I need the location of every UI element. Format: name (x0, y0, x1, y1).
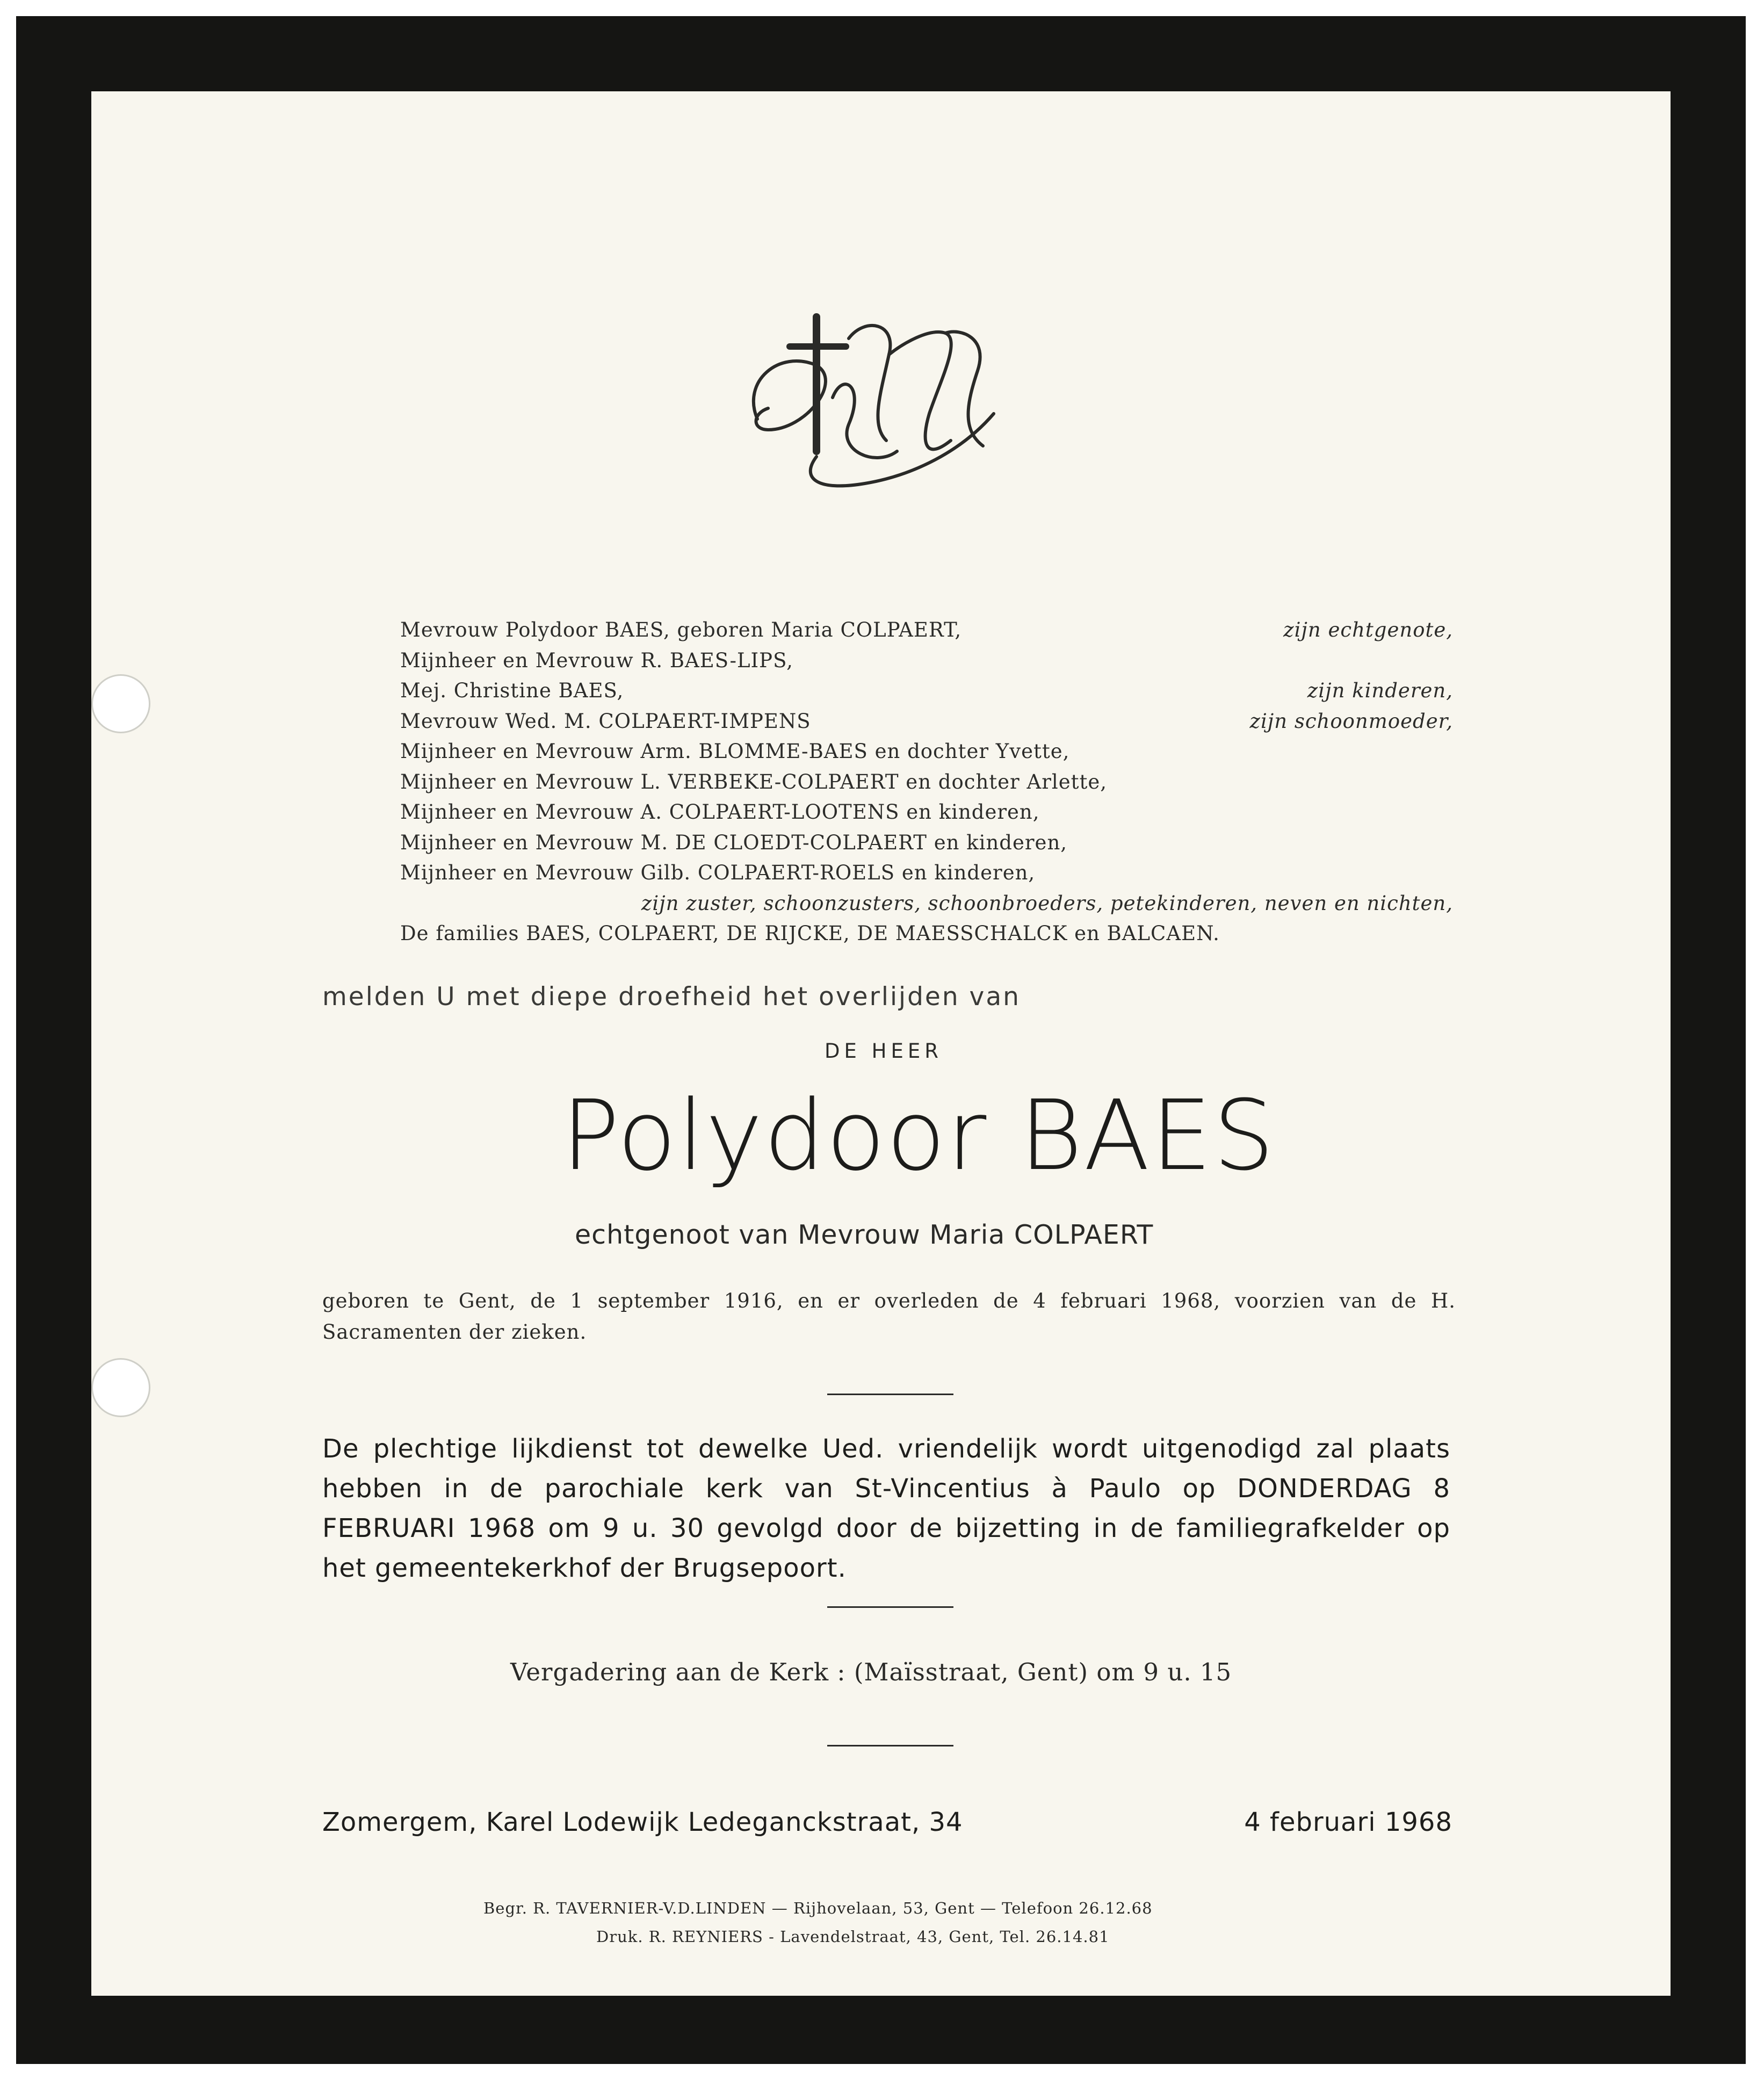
mourner-name: Mevrouw Wed. M. COLPAERT-IMPENS (400, 709, 811, 733)
mourner-name: Mijnheer en Mevrouw L. VERBEKE-COLPAERT en dochter Arlette, (400, 770, 1108, 793)
mourner-line (400, 767, 1453, 798)
mourner-name: De families BAES, COLPAERT, DE RIJCKE, DE MAESSCHALCK en BALCAEN. (400, 922, 1220, 945)
deceased-name: Polydoor BAES (561, 1080, 1276, 1192)
funeral-service-text: De plechtige lijkdienst tot dewelke Ued. vriendelijk wordt uitgenodigd zal plaats hebben in de parochiale kerk van St-Vincentius à Paulo op DONDERDAG 8 FEBRUARI 1968 om 9 u. 30 gevolgd door de bijzetting in de familiegrafkelder op het gemeentekerkhof der Brugsepoort. (322, 1434, 1450, 1583)
mourner-relation: zijn kinderen, (1307, 679, 1453, 702)
announcement-text: melden U met diepe droefheid het overlijden van (322, 982, 1021, 1012)
birth-death-text: geboren te Gent, de 1 september 1916, en er overleden de 4 februari 1968, voorzien van de H. Sacramenten der zieken. (322, 1289, 1456, 1344)
mourner-name: Mijnheer en Mevrouw Arm. BLOMME-BAES en dochter Yvette, (400, 740, 1070, 763)
divider (827, 1606, 953, 1608)
mourner-name: Mijnheer en Mevrouw M. DE CLOEDT-COLPAERT en kinderen, (400, 831, 1068, 854)
divider (827, 1394, 953, 1395)
undertaker-line: Begr. R. TAVERNIER-V.D.LINDEN — Rijhovelaan, 53, Gent — Telefoon 26.12.68 (483, 1899, 1153, 1917)
mourner-relation: zijn zuster, schoonzusters, schoonbroeders, petekinderen, neven en nichten, (641, 891, 1453, 915)
punch-hole (91, 1358, 150, 1417)
mourner-line (400, 889, 1453, 919)
mourners-list (400, 615, 1453, 949)
mourner-line (400, 615, 1453, 646)
cross-monogram-icon (736, 306, 1015, 500)
mourner-name: Mijnheer en Mevrouw Gilb. COLPAERT-ROELS en kinderen, (400, 861, 1036, 884)
mourner-line (400, 646, 1453, 676)
gathering-text: Vergadering aan de Kerk : (Maïsstraat, Gent) om 9 u. 15 (510, 1658, 1232, 1686)
mourner-line (400, 828, 1453, 858)
printer-line: Druk. R. REYNIERS - Lavendelstraat, 43, Gent, Tel. 26.14.81 (596, 1928, 1110, 1946)
divider (827, 1745, 953, 1746)
mourner-name: Mijnheer en Mevrouw A. COLPAERT-LOOTENS en kinderen, (400, 800, 1040, 824)
mourner-line (400, 797, 1453, 828)
mourner-line (400, 919, 1453, 949)
family-address: Zomergem, Karel Lodewijk Ledeganckstraat, 34 (322, 1807, 963, 1837)
title-text: DE HEER (825, 1040, 943, 1063)
mourner-line (400, 676, 1453, 706)
mourner-name: Mevrouw Polydoor BAES, geboren Maria COLPAERT, (400, 618, 962, 641)
mourner-line (400, 706, 1453, 737)
announcement-date: 4 februari 1968 (1244, 1807, 1452, 1837)
mourner-name: Mijnheer en Mevrouw R. BAES-LIPS, (400, 648, 793, 672)
spouse-line: echtgenoot van Mevrouw Maria COLPAERT (575, 1219, 1154, 1250)
mourner-line (400, 737, 1453, 767)
punch-hole (91, 674, 150, 733)
mourner-relation: zijn echtgenote, (1283, 618, 1453, 641)
mourner-relation: zijn schoonmoeder, (1249, 709, 1453, 733)
mourner-name: Mej. Christine BAES, (400, 679, 624, 702)
mourner-line (400, 858, 1453, 889)
